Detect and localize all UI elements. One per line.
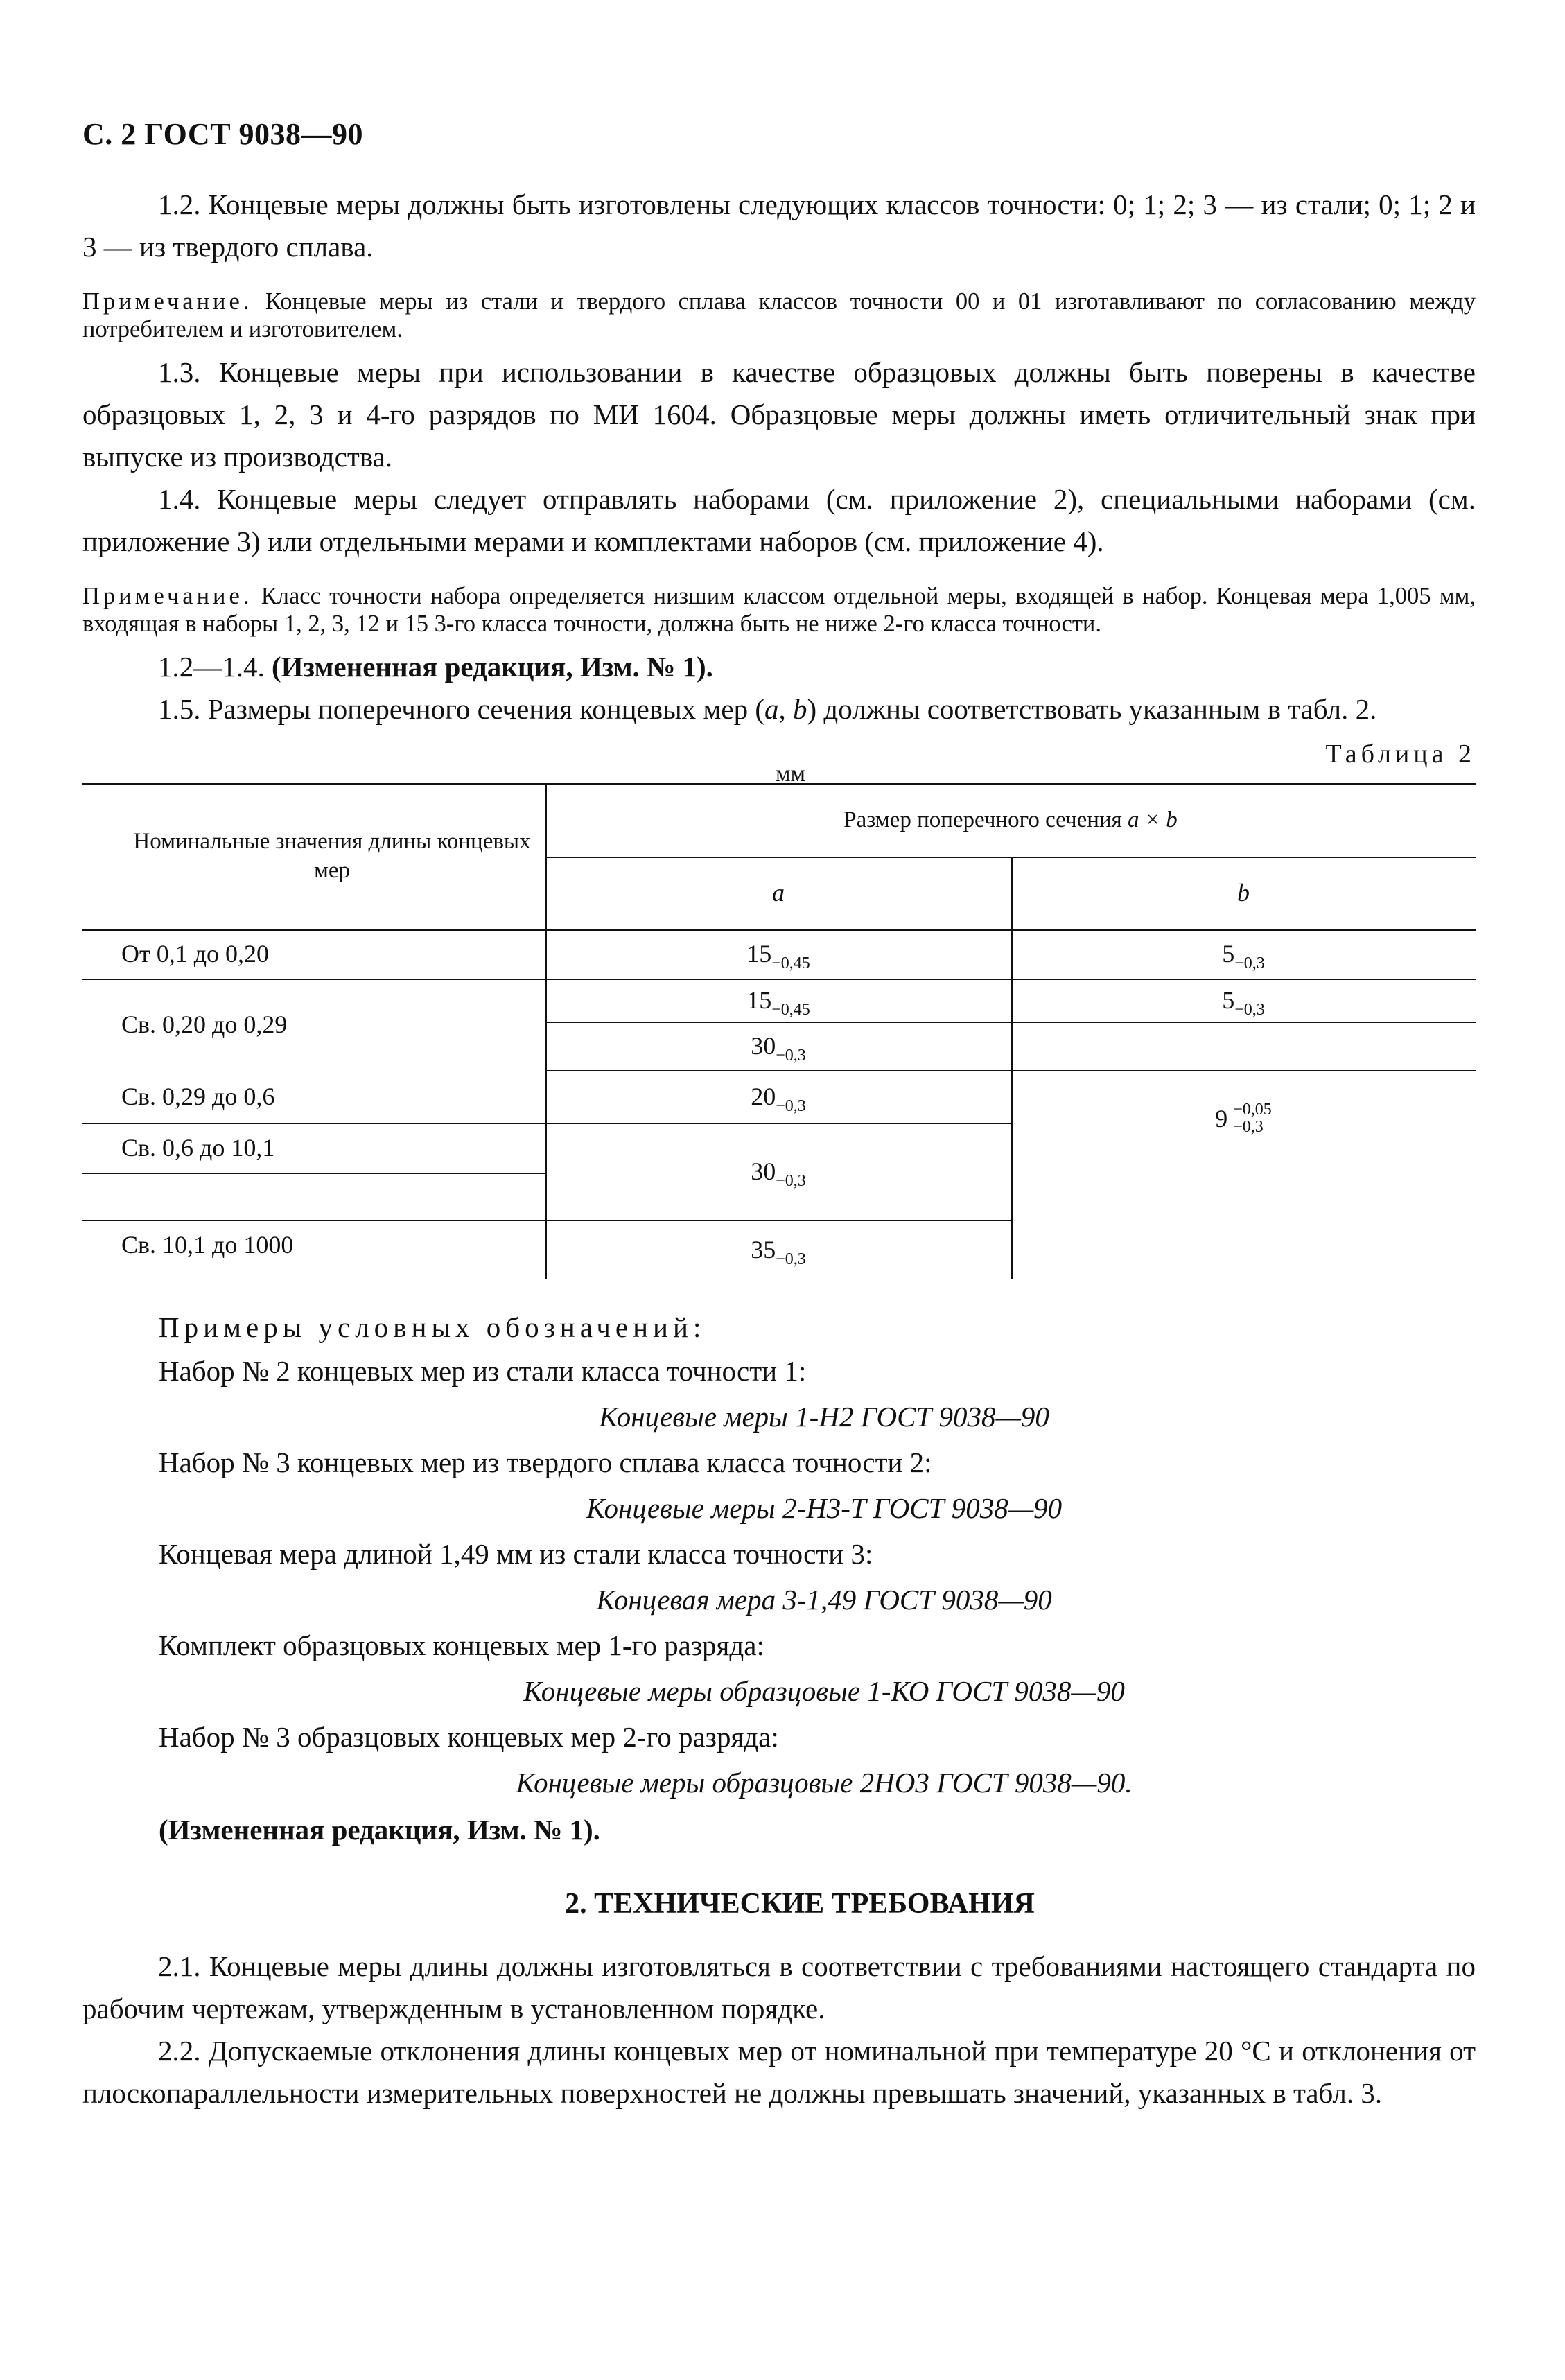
row-2b-a-tol: −0,3 [776,1047,806,1065]
header-b [1011,857,1476,929]
row-4-length: Св. 0,6 до 10,1 [121,1134,275,1162]
paragraph-1-2: 1.2. Концевые меры должны быть изготовлены следующих классов точности: 0; 1; 2; 3 — из стали; 0; 1; 2 и 3 — из твердого сплава. [82,189,1476,263]
row-2-b [1011,979,1476,1022]
row-4-a-tol: −0,3 [776,1172,806,1190]
p1-5-var-a: a [764,693,779,725]
table-2-caption: Таблица 2 [1325,740,1476,769]
example-3-desc: Концевая мера длиной 1,49 мм из стали класса точности 3: [159,1538,873,1570]
row-2b-a [545,1022,1011,1070]
amendment-2: (Измененная редакция, Изм. № 1). [159,1814,600,1846]
header-a-text: a [772,879,785,907]
header-a [545,857,1011,929]
row-6-a-tol: −0,3 [776,1250,806,1268]
example-3-designation: Концевая мера 3-1,49 ГОСТ 9038—90 [596,1584,1052,1616]
example-1-designation: Концевые меры 1-Н2 ГОСТ 9038—90 [599,1401,1049,1433]
row-4-a-main: 30 [751,1157,776,1185]
row-4-5-a [545,1123,1011,1220]
header-section-text: Размер поперечного сечения [843,807,1122,832]
header-length: Номинальные значения длины концевых мер [133,829,531,883]
row-2-b-main: 5 [1222,986,1235,1014]
note-1 [82,288,1476,343]
example-1-desc: Набор № 2 концевых мер из стали класса точности 1: [159,1355,807,1387]
row-1-length: От 0,1 до 0,20 [121,940,270,968]
row-2b-a-main: 30 [751,1032,776,1060]
row-6-a [545,1220,1011,1279]
row-1-b [1011,929,1476,979]
examples-heading: Примеры условных обозначений: [159,1311,706,1343]
header-section-var: a × b [1127,807,1178,832]
row-6-length: Св. 10,1 до 1000 [121,1231,294,1259]
row-1-b-main: 5 [1222,940,1235,968]
paragraph-1-5 [82,688,1476,730]
merged-b-tol-upper: −0,05 [1233,1101,1272,1119]
example-4-designation: Концевые меры образцовые 1-КО ГОСТ 9038—90 [523,1675,1125,1707]
p1-5-var-b: b [792,693,807,725]
paragraph-1-3: 1.3. Концевые меры при использовании в качестве образцовых должны быть поверены в качестве образцовых 1, 2, 3 и 4-го разрядов по МИ 1604. Образцовые меры должны иметь отличительный знак при выпуске из производства. [82,356,1476,473]
table-2-unit: мм [776,761,806,787]
table-2 [82,783,1476,1279]
example-2-desc: Набор № 3 концевых мер из твердого сплава класса точности 2: [159,1446,932,1478]
merged-b-tol-lower: −0,3 [1233,1118,1264,1136]
row-1-a-tol: −0,45 [771,954,810,972]
designation-examples [82,1306,1476,1854]
header-b-text: b [1237,879,1250,907]
row-2-a-tol: −0,45 [771,1001,810,1019]
amendment-1-prefix: 1.2—1.4. [158,651,272,683]
note-1-text: Концевые меры из стали и твердого сплава классов точности 00 и 01 изготавливают по согласованию между потребителем и изготовителем. [82,288,1476,342]
amendment-1-note: (Измененная редакция, Изм. № 1). [272,651,713,683]
row-1-a-main: 15 [746,940,772,968]
example-4-desc: Комплект образцовых концевых мер 1-го разряда: [159,1629,764,1661]
paragraph-2-2: 2.2. Допускаемые отклонения длины концевых мер от номинальной при температуре 20 °С и отклонения от плоскопараллельности измерительных поверхностей не должны превышать значений, указанных в табл. 3. [82,2035,1476,2109]
p1-5-text-3: ) должны соответствовать указанным в табл. 2. [807,693,1377,725]
merged-b-main: 9 [1215,1105,1228,1132]
row-1-a [545,929,1011,979]
row-2-b-tol: −0,3 [1234,1001,1265,1019]
paragraph-1-4: 1.4. Концевые меры следует отправлять наборами (см. приложение 2), специальными наборами (см. приложение 3) или отдельными мерами и комплектами наборов (см. приложение 4). [82,483,1476,557]
section-2-title: 2. ТЕХНИЧЕСКИЕ ТРЕБОВАНИЯ [565,1888,1035,1920]
row-2-length: Св. 0,20 до 0,29 [121,1010,288,1038]
row-1-b-tol: −0,3 [1234,954,1265,972]
example-5-desc: Набор № 3 образцовых концевых мер 2-го разряда: [159,1721,779,1753]
note-1-label: Примечание. [82,288,253,315]
p1-5-text-2: , [778,693,793,725]
row-3-a-main: 20 [751,1083,776,1110]
example-2-designation: Концевые меры 2-Н3-Т ГОСТ 9038—90 [586,1492,1063,1524]
row-3-a-tol: −0,3 [776,1097,806,1115]
row-5-length-placeholder [82,1173,545,1220]
paragraph-2-1: 2.1. Концевые меры длины должны изготовляться в соответствии с требованиями настоящего стандарта по рабочим чертежам, утвержденным в установленном порядке. [82,1950,1476,2024]
row-3-length: Св. 0,29 до 0,6 [121,1083,275,1110]
amendment-1 [82,646,1476,688]
note-2-label: Примечание. [82,583,253,609]
p1-5-text-1: 1.5. Размеры поперечного сечения концевых мер ( [158,693,764,725]
row-3-a [545,1070,1011,1123]
row-6-a-main: 35 [751,1235,776,1263]
header-section [545,783,1476,857]
note-2 [82,582,1476,638]
document-body [82,184,1476,2115]
merged-b-tolerance [1233,1101,1272,1136]
row-2-a [545,979,1011,1022]
example-5-designation: Концевые меры образцовые 2НО3 ГОСТ 9038—90. [516,1767,1133,1799]
page-header: С. 2 ГОСТ 9038—90 [82,117,364,151]
table-2-caption-block [82,733,1476,787]
note-2-text: Класс точности набора определяется низшим классом отдельной меры, входящей в набор. Концевая мера 1,005 мм, входящая в наборы 1, 2, 3, 12 и 15 3-го класса точности, должна быть не ниже 2-го класса точности. [82,583,1476,637]
row-2-a-main: 15 [746,986,772,1014]
merged-b [1011,1070,1476,1167]
